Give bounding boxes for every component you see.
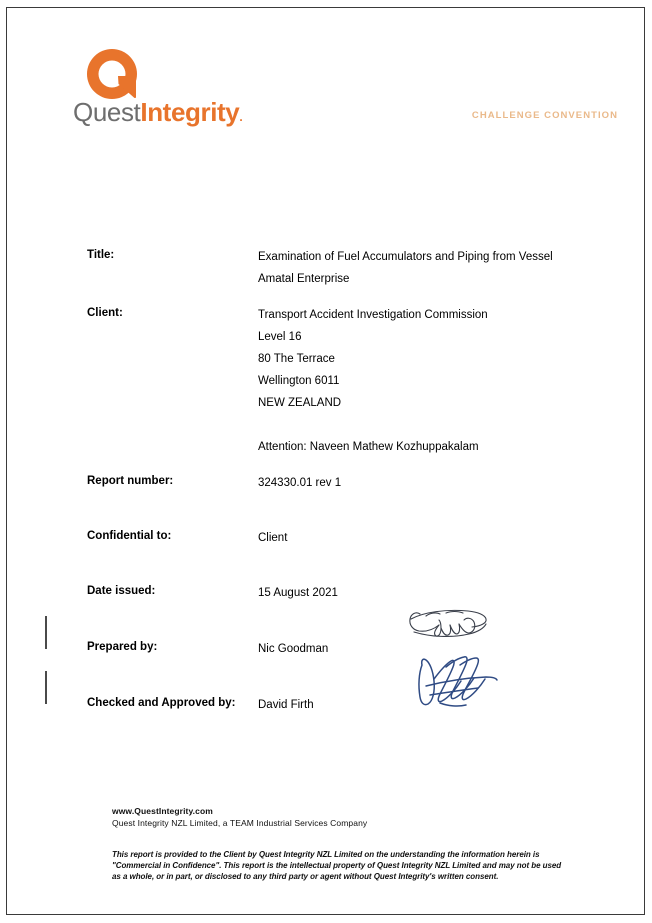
- confidential-label: Confidential to:: [87, 530, 172, 542]
- info-row-date-issued: [87, 582, 607, 604]
- client-line-1: Transport Accident Investigation Commission: [258, 309, 488, 321]
- info-row-report-number: [87, 472, 607, 494]
- quest-q-logo-icon: [84, 46, 142, 104]
- title-label: Title:: [87, 249, 115, 261]
- client-line-2: Level 16: [258, 331, 302, 343]
- document-page: [6, 7, 645, 915]
- spacer: [87, 660, 607, 694]
- spacer: [87, 290, 607, 304]
- quest-integrity-logo: [73, 46, 293, 136]
- client-line-4: Wellington 6011: [258, 375, 340, 387]
- client-label: Client:: [87, 307, 123, 319]
- spacer: [87, 494, 607, 527]
- page-footer: [112, 805, 582, 883]
- confidential-value: Client: [258, 532, 288, 544]
- title-line-1: Examination of Fuel Accumulators and Piping from Vessel: [258, 251, 553, 263]
- report-info-block: [87, 246, 607, 716]
- info-row-confidential: [87, 527, 607, 549]
- revision-change-bar: [45, 671, 47, 704]
- revision-change-bar: [45, 616, 47, 649]
- spacer: [87, 549, 607, 582]
- info-row-prepared-by: [87, 638, 607, 660]
- date-issued-value: 15 August 2021: [258, 587, 338, 599]
- tagline: CHALLENGE CONVENTION: [471, 110, 618, 121]
- client-line-5: NEW ZEALAND: [258, 397, 342, 409]
- date-issued-label: Date issued:: [87, 585, 156, 597]
- logo-trademark-icon: .: [239, 110, 243, 124]
- page-header: [7, 8, 644, 178]
- footer-disclaimer: This report is provided to the Client by Quest Integrity NZL Limited on the understanding the information herein is "Commercial in Confidence". This report is the intellectual property of Quest Integrity NZL Limited and may not be used as a whole, or in part, or disclosed to any third party or agent without Quest Integrity's written consent.: [112, 850, 562, 882]
- info-row-title: [87, 246, 607, 290]
- spacer: [87, 604, 607, 638]
- report-number-label: Report number:: [87, 475, 174, 487]
- logo-wordmark: [73, 99, 242, 125]
- spacer: [87, 458, 607, 472]
- approved-by-label: Checked and Approved by:: [87, 697, 236, 709]
- title-line-2: Amatal Enterprise: [258, 273, 350, 285]
- info-row-approved-by: [87, 694, 607, 716]
- prepared-by-label: Prepared by:: [87, 641, 158, 653]
- report-number-value: 324330.01 rev 1: [258, 477, 342, 489]
- logo-word-quest: Quest: [73, 97, 141, 127]
- approved-by-value: David Firth: [258, 699, 314, 711]
- footer-website-url[interactable]: www.QuestIntegrity.com: [112, 806, 213, 816]
- client-value: [258, 304, 607, 458]
- info-row-client: [87, 304, 607, 458]
- footer-company-name: Quest Integrity NZL Limited, a TEAM Industrial Services Company: [112, 818, 368, 828]
- title-value: [258, 246, 607, 290]
- spacer: [258, 414, 607, 436]
- logo-word-integrity: Integrity: [140, 97, 240, 127]
- client-line-3: 80 The Terrace: [258, 353, 335, 365]
- prepared-by-value: Nic Goodman: [258, 643, 329, 655]
- attention-line: Attention: Naveen Mathew Kozhuppakalam: [258, 441, 479, 453]
